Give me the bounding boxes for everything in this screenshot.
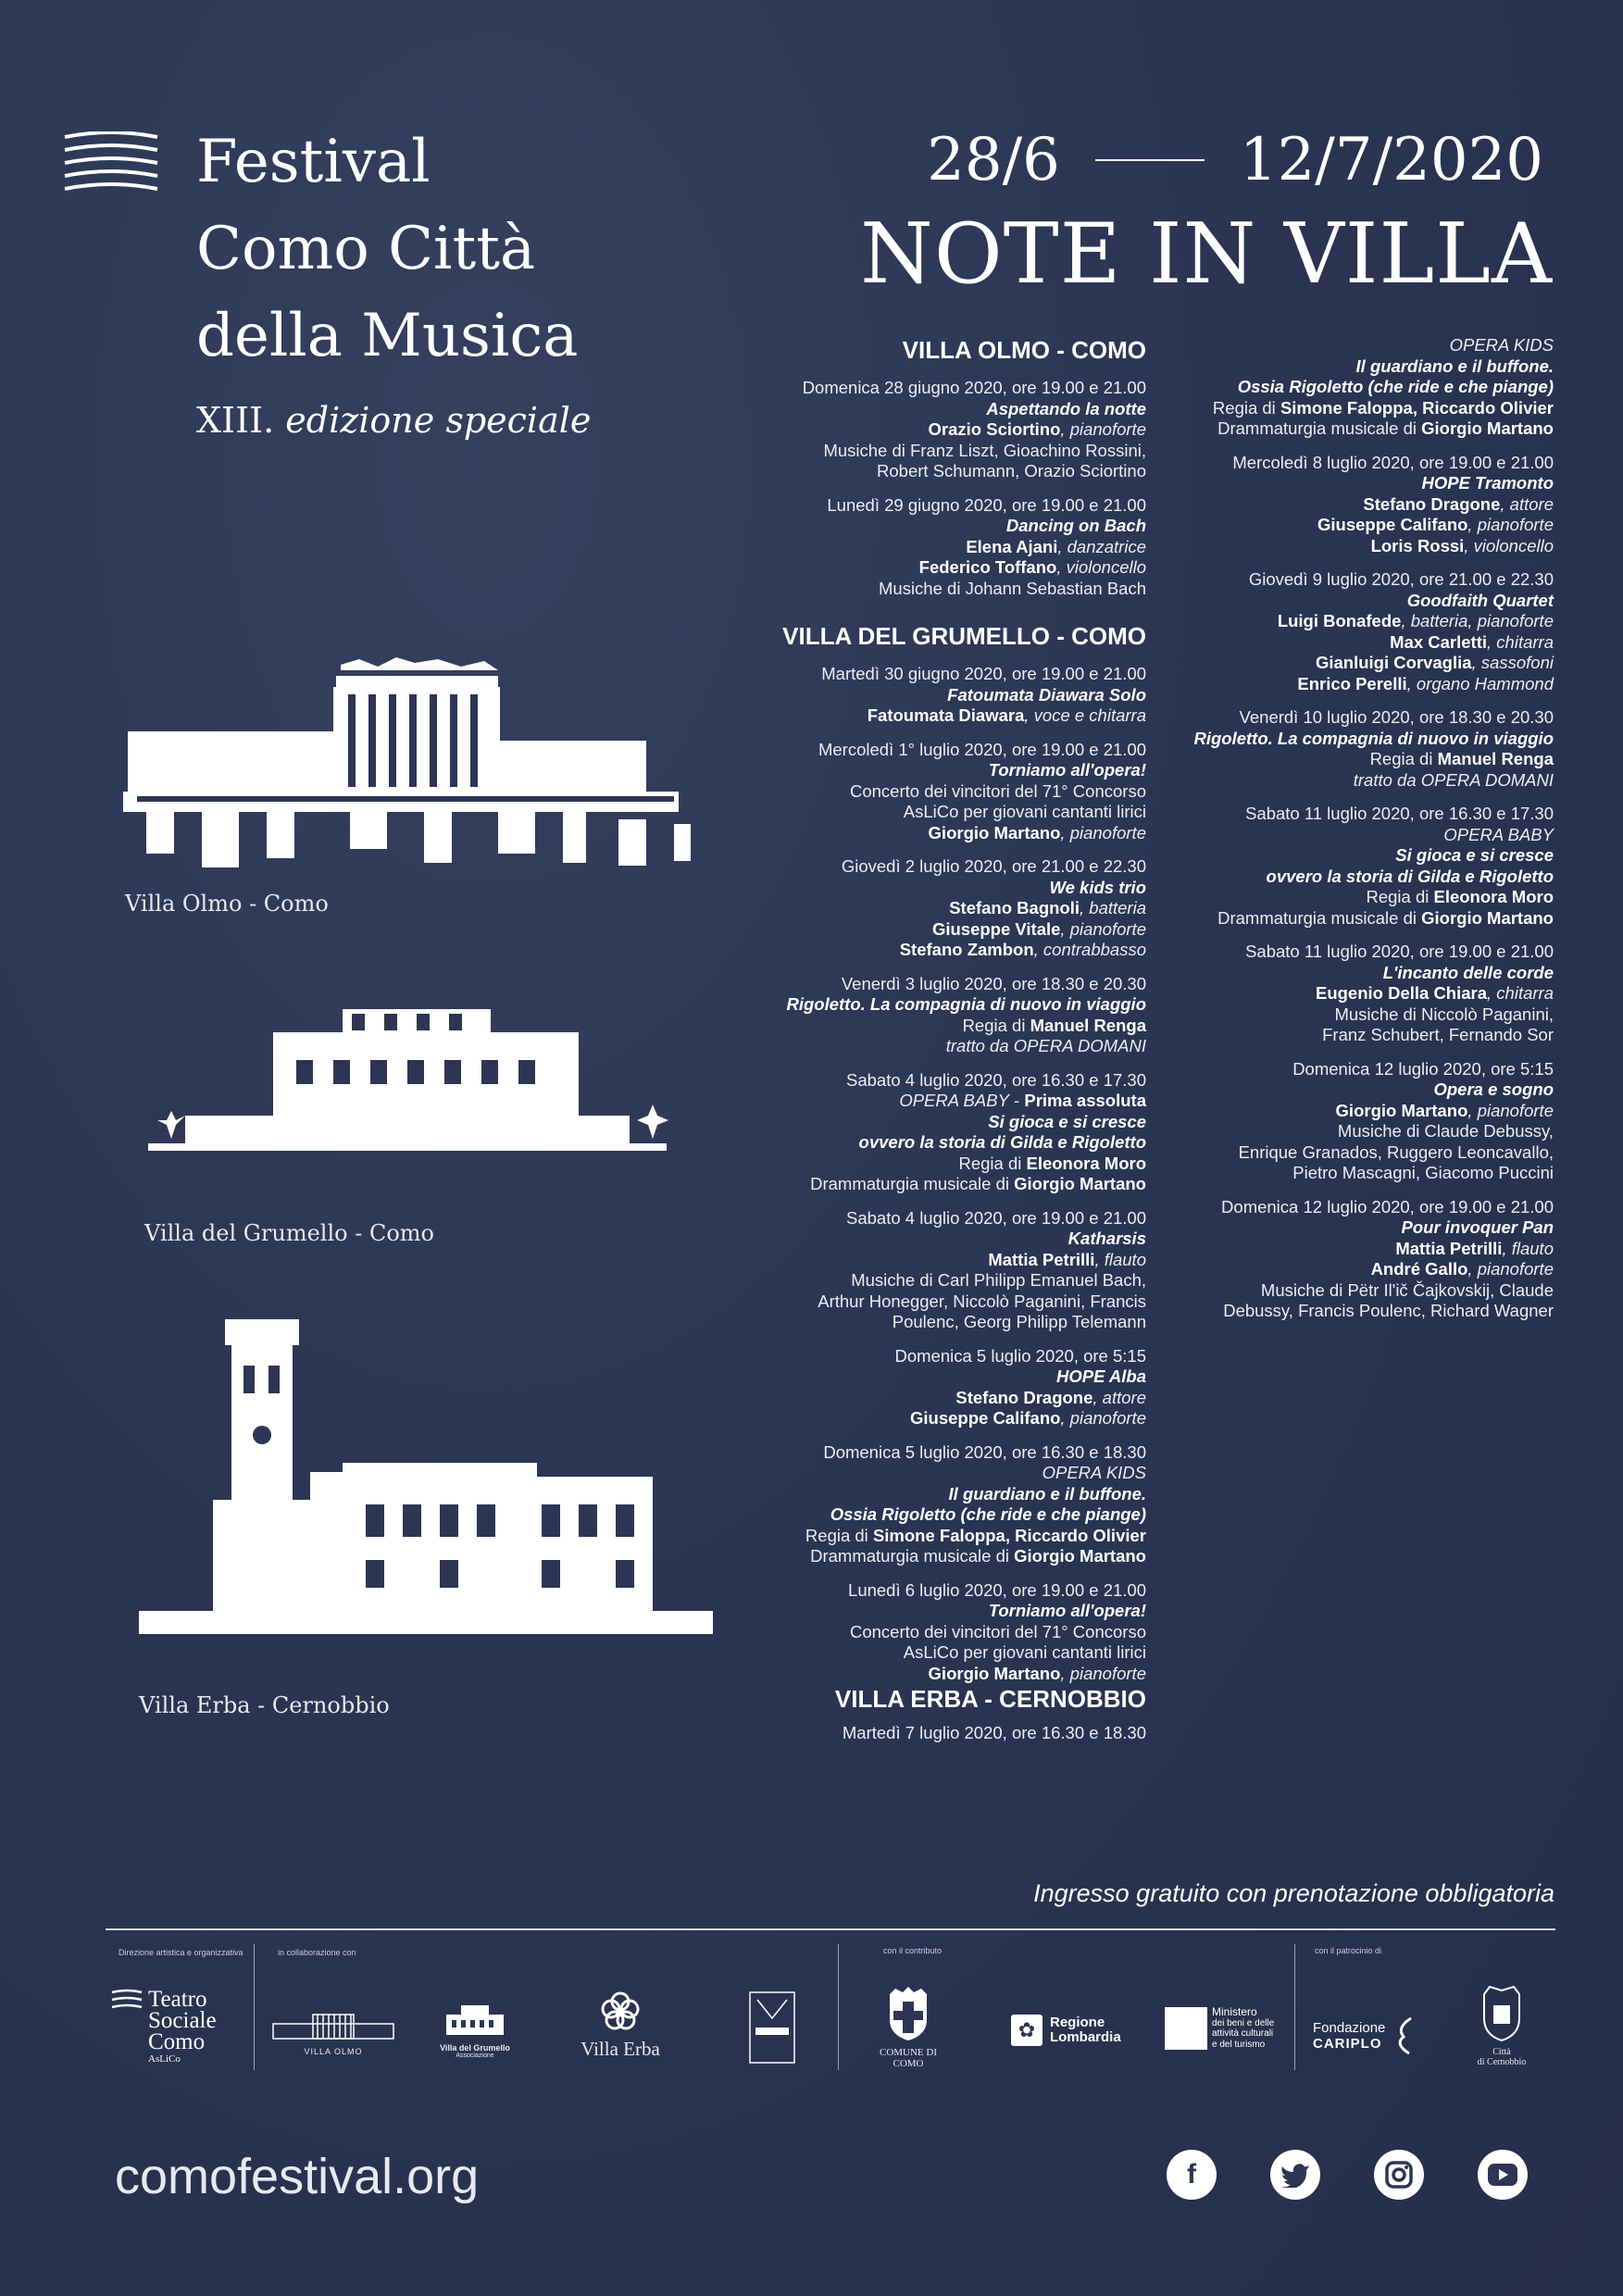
performer-name: Luigi Bonafede — [1277, 611, 1402, 630]
performer-role: , attore — [1092, 1387, 1146, 1407]
label-contribution: con il contributo — [883, 1946, 943, 1955]
event-date: Mercoledì 8 luglio 2020, ore 19.00 e 21.00 — [1232, 452, 1554, 472]
event-item — [757, 856, 1146, 961]
fondazione-cariplo-logo: Fondazione CARIPLO — [1313, 2015, 1418, 2057]
event-description: AsLiCo per giovani cantanti lirici — [903, 1642, 1146, 1662]
website-link[interactable]: comofestival.org — [115, 2149, 480, 2204]
instagram-icon[interactable] — [1374, 2150, 1424, 2200]
event-title: HOPE Tramonto — [1421, 473, 1554, 493]
footer-separator — [1294, 1944, 1295, 2070]
label-direction: Direzione artistica e organizzativa — [119, 1948, 243, 1957]
event-date: Venerdì 3 luglio 2020, ore 18.30 e 20.30 — [841, 973, 1146, 993]
event-date: Lunedì 6 luglio 2020, ore 19.00 e 21.00 — [848, 1579, 1146, 1600]
event-title: Katharsis — [1067, 1229, 1146, 1248]
festival-logo-waves — [63, 131, 159, 196]
regione-lombardia-logo: ✿ Regione Lombardia — [1011, 2015, 1121, 2046]
event-item: Domenica 5 luglio 2020, ore 16.30 e 18.30 OPERA KIDS Il guardiano e il buffone. Ossia Rigoletto (che ride e che piange) Regia di Simone Faloppa, Riccardo Olivier Drammaturgia musicale di Giorgio Martano — [757, 1442, 1146, 1567]
facebook-icon[interactable]: f — [1167, 2150, 1217, 2200]
date-end: 12/7/2020 — [1239, 126, 1543, 194]
event-title: Il guardiano e il buffone. — [948, 1483, 1146, 1504]
event-description: Concerto dei vincitori del 71° Concorso — [849, 1621, 1146, 1641]
cariplo-mark-icon — [1391, 2015, 1418, 2057]
festival-title-line3: della Musica — [196, 302, 579, 370]
event-program: Poulenc, Georg Philipp Telemann — [892, 1312, 1146, 1331]
performer-role: , chitarra — [1487, 983, 1554, 1003]
performer-name: Loris Rossi — [1370, 535, 1465, 555]
emblem-1764-logo — [748, 1990, 796, 2065]
event-date: Martedì 7 luglio 2020, ore 16.30 e 18.30 — [842, 1723, 1146, 1742]
main-title: NOTE IN VILLA — [860, 206, 1553, 303]
date-start: 28/6 — [927, 126, 1060, 194]
dramaturgy-name: Giorgio Martano — [1014, 1174, 1146, 1193]
event-tag: OPERA BABY — [1443, 824, 1554, 844]
teatro-waves-icon — [111, 1989, 143, 2016]
performer-role: , batteria — [1080, 898, 1146, 917]
footer-separator — [254, 1944, 255, 2070]
performer-role: , chitarra — [1487, 631, 1554, 652]
event-title: Fatoumata Diawara Solo — [947, 684, 1146, 705]
performer-name: Eugenio Della Chiara — [1315, 983, 1488, 1003]
event-subtitle: Ossia Rigoletto (che ride e che piange) — [1237, 377, 1554, 396]
event-program: Musiche di Carl Philipp Emanuel Bach, — [851, 1270, 1146, 1290]
event-item — [757, 1723, 1146, 1744]
venue-heading-villa-grumello: VILLA DEL GRUMELLO - COMO — [782, 622, 1146, 650]
performer-name: Giuseppe Vitale — [931, 918, 1061, 939]
event-item — [757, 664, 1146, 727]
event-program: Musiche di Johann Sebastian Bach — [879, 578, 1146, 598]
performer-role: , contrabbasso — [1033, 940, 1146, 959]
event-date: Domenica 5 luglio 2020, ore 5:15 — [894, 1345, 1146, 1366]
event-item: Sabato 11 luglio 2020, ore 16.30 e 17.30 OPERA BABY Si gioca e si cresce ovvero la storia di Gilda e Rigoletto Regia di Eleonora Moro Drammaturgia musicale di Giorgio Martano — [1165, 804, 1554, 929]
performer-name: Stefano Dragone — [1363, 493, 1501, 514]
director-name: Simone Faloppa, Riccardo Olivier — [872, 1525, 1146, 1545]
event-date: Mercoledì 1° luglio 2020, ore 19.00 e 21.00 — [818, 739, 1146, 759]
event-date: Lunedì 29 giugno 2020, ore 19.00 e 21.00 — [827, 494, 1146, 515]
label-patronage: con il patrocinio di — [1315, 1946, 1382, 1955]
footer-divider — [106, 1928, 1555, 1930]
performer-role: , danzatrice — [1057, 536, 1146, 556]
edition-label: XIII. edizione speciale — [196, 400, 592, 441]
event-program: Robert Schumann, Orazio Sciortino — [877, 461, 1146, 480]
event-description: AsLiCo per giovani cantanti lirici — [903, 802, 1146, 821]
performer-name: Federico Toffano — [918, 557, 1057, 577]
villa-grumello-logo: Villa del Grumello Associazione — [433, 2002, 517, 2059]
performer-role: , organo Hammond — [1406, 673, 1554, 693]
premiere-label: Prima assoluta — [1024, 1091, 1146, 1110]
festival-title-line2: Como Città — [196, 215, 536, 283]
comune-como-crest-icon — [882, 1987, 934, 2042]
event-title: Torniamo all'opera! — [988, 1601, 1146, 1620]
villa-erba-illustration — [134, 1315, 718, 1639]
performer-role: , voce e chitarra — [1024, 705, 1146, 725]
performer-role: , batteria, pianoforte — [1401, 611, 1554, 630]
event-date: Giovedì 9 luglio 2020, ore 21.00 e 22.30 — [1248, 569, 1554, 589]
villa-erba-caption: Villa Erba - Cernobbio — [139, 1692, 390, 1718]
event-title: HOPE Alba — [1056, 1366, 1146, 1386]
performer-name: Elena Ajani — [966, 536, 1058, 556]
date-dash — [1095, 159, 1205, 161]
performer-name: Max Carletti — [1390, 631, 1488, 652]
event-item — [1165, 569, 1554, 694]
event-title: Si gioca e si cresce — [988, 1111, 1146, 1131]
villa-olmo-illustration — [119, 657, 711, 889]
twitter-icon[interactable] — [1270, 2150, 1320, 2200]
teatro-sociale-logo: Teatro Sociale Como AsLiCo — [111, 1989, 217, 2065]
event-item — [1165, 453, 1554, 557]
event-date: Sabato 4 luglio 2020, ore 16.30 e 17.30 — [845, 1069, 1146, 1090]
villa-olmo-building-icon — [271, 2011, 395, 2042]
villa-grumello-building-icon — [443, 2002, 507, 2039]
performer-name: André Gallo — [1370, 1259, 1468, 1279]
event-source: tratto da OPERA DOMANI — [945, 1036, 1146, 1055]
event-program: Musiche di Niccolò Paganini, — [1334, 1004, 1554, 1024]
villa-olmo-logo: VILLA OLMO — [268, 2011, 398, 2056]
event-title: Torniamo all'opera! — [988, 760, 1146, 780]
youtube-icon[interactable] — [1478, 2150, 1528, 2200]
performer-role: , sassofoni — [1471, 653, 1554, 672]
event-program: Enrique Granados, Ruggero Leoncavallo, — [1238, 1142, 1554, 1162]
dramaturgy-name: Giorgio Martano — [1014, 1546, 1146, 1566]
event-title: L'incanto delle corde — [1382, 962, 1554, 982]
event-title: Dancing on Bach — [1005, 516, 1146, 535]
villa-grumello-illustration — [148, 1004, 676, 1176]
villa-olmo-caption: Villa Olmo - Como — [125, 891, 329, 917]
performer-name: Stefano Zambon — [899, 940, 1034, 959]
director-name: Eleonora Moro — [1433, 887, 1554, 906]
performer-name: Mattia Petrilli — [1395, 1238, 1503, 1258]
event-subtitle: ovvero la storia di Gilda e Rigoletto — [858, 1132, 1146, 1152]
event-program: Debussy, Francis Poulenc, Richard Wagner — [1223, 1301, 1554, 1320]
event-program: Pietro Mascagni, Giacomo Puccini — [1292, 1163, 1554, 1182]
director-name: Eleonora Moro — [1026, 1153, 1146, 1173]
performer-role: , violoncello — [1056, 557, 1146, 577]
event-title: Pour invoquer Pan — [1401, 1217, 1554, 1237]
event-title: We kids trio — [1049, 877, 1146, 897]
performer-name: Giorgio Martano — [928, 1663, 1061, 1683]
event-item — [757, 495, 1146, 600]
event-title: Goodfaith Quartet — [1406, 590, 1554, 610]
event-item — [1165, 1059, 1554, 1184]
cernobbio-logo: Città di Cernobbio — [1465, 1985, 1539, 2067]
event-date: Domenica 12 luglio 2020, ore 19.00 e 21.00 — [1221, 1196, 1554, 1217]
performer-role: , flauto — [1094, 1249, 1146, 1269]
performer-name: Orazio Sciortino — [928, 419, 1061, 439]
event-program: Musiche di Pëtr Il'ič Čajkovskij, Claude — [1260, 1279, 1554, 1300]
festival-dates — [927, 126, 1543, 194]
free-entry-notice: Ingresso gratuito con prenotazione obbligatoria — [1033, 1879, 1554, 1907]
event-date: Martedì 30 giugno 2020, ore 19.00 e 21.00 — [821, 664, 1146, 683]
performer-role: , violoncello — [1464, 535, 1554, 555]
performer-role: , pianoforte — [1060, 822, 1146, 842]
venue-heading-villa-erba: VILLA ERBA - CERNOBBIO — [834, 1685, 1146, 1713]
comune-como-logo: COMUNE DI COMO — [876, 1987, 941, 2069]
performer-name: Stefano Bagnoli — [949, 898, 1080, 917]
event-date: Domenica 5 luglio 2020, ore 16.30 e 18.30 — [823, 1441, 1146, 1462]
event-date: Domenica 12 luglio 2020, ore 5:15 — [1292, 1058, 1554, 1079]
performer-name: Stefano Dragone — [955, 1387, 1093, 1407]
event-description: Concerto dei vincitori del 71° Concorso — [849, 780, 1146, 801]
event-date: Sabato 4 luglio 2020, ore 19.00 e 21.00 — [845, 1207, 1146, 1228]
performer-name: Giorgio Martano — [928, 822, 1061, 842]
performer-name: Enrico Perelli — [1297, 673, 1407, 693]
event-program: Arthur Honegger, Niccolò Paganini, Francis — [818, 1291, 1146, 1311]
event-item — [1165, 1197, 1554, 1322]
event-program: Musiche di Claude Debussy, — [1337, 1121, 1554, 1141]
event-date: Sabato 11 luglio 2020, ore 16.30 e 17.30 — [1245, 804, 1554, 823]
event-item: Venerdì 10 luglio 2020, ore 18.30 e 20.30 Rigoletto. La compagnia di nuovo in viaggio Regia di Manuel Renga tratto da OPERA DOMANI — [1165, 707, 1554, 791]
event-date: Venerdì 10 luglio 2020, ore 18.30 e 20.30 — [1239, 707, 1554, 727]
event-title: Opera e sogno — [1433, 1079, 1554, 1099]
performer-role: , attore — [1500, 493, 1554, 514]
event-date: Sabato 11 luglio 2020, ore 19.00 e 21.00 — [1245, 942, 1554, 961]
performer-role: , pianoforte — [1467, 1100, 1554, 1120]
director-name: Manuel Renga — [1030, 1015, 1146, 1035]
event-source: tratto da OPERA DOMANI — [1353, 769, 1554, 790]
event-item — [757, 740, 1146, 844]
venue-heading-villa-olmo: VILLA OLMO - COMO — [902, 336, 1146, 364]
event-tag: OPERA KIDS — [1449, 335, 1554, 355]
cernobbio-crest-icon — [1479, 1985, 1525, 2042]
festival-title — [196, 119, 641, 380]
regione-rose-icon: ✿ — [1011, 2015, 1042, 2046]
event-tag: OPERA BABY — [899, 1091, 1009, 1110]
performer-name: Giuseppe Califano — [910, 1408, 1061, 1428]
dramaturgy-name: Giorgio Martano — [1421, 907, 1554, 928]
event-item — [757, 1208, 1146, 1333]
event-date: Giovedì 2 luglio 2020, ore 21.00 e 22.30 — [841, 856, 1146, 876]
event-item: OPERA KIDS Il guardiano e il buffone. Ossia Rigoletto (che ride e che piange) Regia di Simone Faloppa, Riccardo Olivier Drammaturgia musicale di Giorgio Martano — [1165, 335, 1554, 440]
event-title: Si gioca e si cresce — [1395, 845, 1554, 865]
event-subtitle: ovvero la storia di Gilda e Rigoletto — [1266, 866, 1554, 886]
event-item — [757, 378, 1146, 482]
event-tag: OPERA KIDS — [1042, 1463, 1146, 1482]
event-program: Musiche di Franz Liszt, Gioachino Rossini, — [823, 440, 1146, 460]
event-title: Rigoletto. La compagnia di nuovo in viaggio — [1193, 728, 1554, 748]
event-item: Sabato 4 luglio 2020, ore 16.30 e 17.30 OPERA BABY - Prima assoluta Si gioca e si cresce ovvero la storia di Gilda e Rigoletto Regia di Eleonora Moro Drammaturgia musicale di Giorgio Martano — [757, 1070, 1146, 1195]
event-title: Rigoletto. La compagnia di nuovo in viaggio — [786, 994, 1146, 1014]
performer-role: , pianoforte — [1060, 419, 1146, 439]
performer-name: Mattia Petrilli — [988, 1249, 1095, 1269]
performer-name: Gianluigi Corvaglia — [1315, 653, 1472, 672]
program-column-left — [757, 335, 1146, 1757]
villa-erba-logo: Villa Erba — [574, 1990, 667, 2061]
event-title: Il guardiano e il buffone. — [1355, 356, 1554, 376]
event-subtitle: Ossia Rigoletto (che ride e che piange) — [830, 1504, 1146, 1524]
performer-role: , pianoforte — [1467, 1259, 1554, 1279]
event-item — [1165, 942, 1554, 1046]
festival-title-line1: Festival — [196, 128, 431, 196]
villa-grumello-caption: Villa del Grumello - Como — [144, 1220, 434, 1246]
director-name: Manuel Renga — [1437, 749, 1554, 768]
event-title: Aspettando la notte — [986, 398, 1146, 418]
ministero-logo: Ministero dei beni e delle attività culturali e del turismo — [1165, 2007, 1274, 2050]
program-column-right — [1165, 335, 1554, 1335]
performer-name: Giuseppe Califano — [1317, 515, 1468, 534]
event-item — [757, 1346, 1146, 1429]
director-name: Simone Faloppa, Riccardo Olivier — [1280, 397, 1554, 418]
event-program: Franz Schubert, Fernando Sor — [1322, 1025, 1554, 1044]
performer-role: , flauto — [1502, 1238, 1554, 1258]
label-collaboration: in collaborazione con — [278, 1948, 356, 1957]
event-item: Venerdì 3 luglio 2020, ore 18.30 e 20.30 Rigoletto. La compagnia di nuovo in viaggio Regia di Manuel Renga tratto da OPERA DOMANI — [757, 974, 1146, 1057]
event-item — [757, 1580, 1146, 1685]
performer-role: , pianoforte — [1060, 1408, 1146, 1428]
performer-role: , pianoforte — [1060, 918, 1146, 939]
performer-role: , pianoforte — [1467, 515, 1554, 534]
dramaturgy-name: Giorgio Martano — [1421, 418, 1554, 438]
performer-name: Giorgio Martano — [1335, 1100, 1468, 1120]
event-date: Domenica 28 giugno 2020, ore 19.00 e 21.00 — [802, 378, 1146, 397]
performer-name: Fatoumata Diawara — [867, 705, 1025, 725]
footer-separator — [838, 1944, 839, 2070]
villa-erba-flower-icon — [599, 1990, 642, 2033]
ministero-emblem-icon — [1165, 2007, 1207, 2050]
performer-role: , pianoforte — [1060, 1663, 1146, 1683]
